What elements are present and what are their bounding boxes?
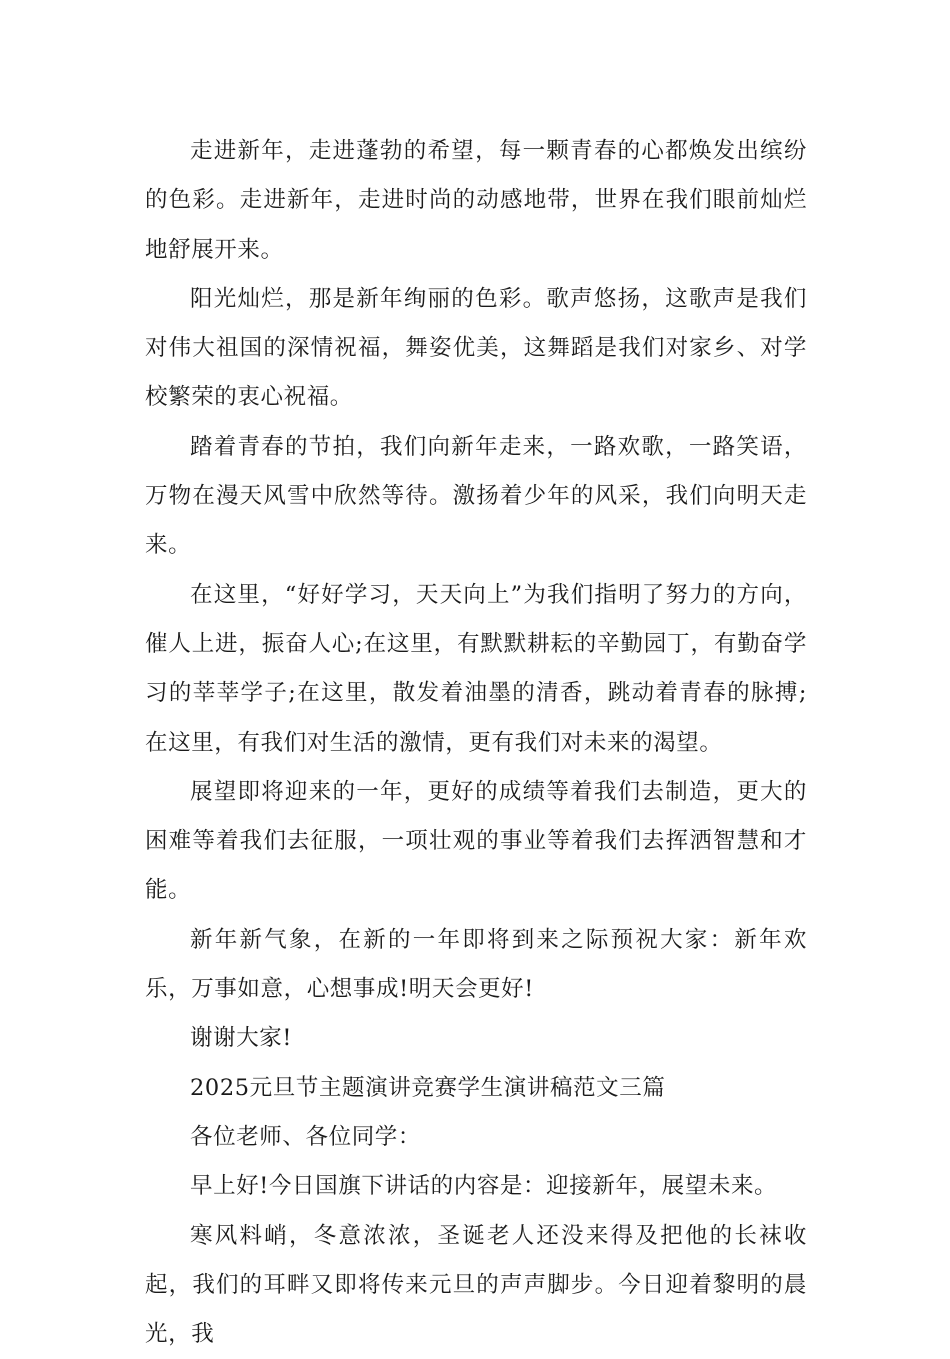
closing-thanks: 谢谢大家! (190, 1025, 293, 1052)
section-title: 2025元旦节主题演讲竞赛学生演讲稿范文三篇 (190, 1074, 666, 1101)
paragraph-3: 踏着青春的节拍，我们向新年走来，一路欢歌，一路笑语，万物在漫天风雪中欣然等待。激扬着少年的风采，我们向明天走来。 (145, 433, 807, 559)
document-body (145, 127, 807, 1359)
paragraph-1: 走进新年，走进蓬勃的希望，每一颗青春的心都焕发出缤纷的色彩。走进新年，走进时尚的动感地带，世界在我们眼前灿烂地舒展开来。 (145, 138, 807, 263)
paragraph-last: 寒风料峭，冬意浓浓，圣诞老人还没来得及把他的长袜收起，我们的耳畔又即将传来元旦的声声脚步。今日迎着黎明的晨光，我 (145, 1222, 807, 1348)
paragraph-4: 在这里，“好好学习，天天向上”为我们指明了努力的方向，催人上进，振奋人心;在这里，有默默耕耘的辛勤园丁，有勤奋学习的莘莘学子;在这里，散发着油墨的清香，跳动着青春的脉搏;在这里，有我们对生活的激情，更有我们对未来的渴望。 (145, 581, 807, 756)
paragraph-6: 新年新气象，在新的一年即将到来之际预祝大家：新年欢乐，万事如意，心想事成!明天会更好! (145, 926, 807, 1003)
paragraph-greeting: 早上好!今日国旗下讲话的内容是：迎接新年，展望未来。 (190, 1173, 778, 1200)
paragraph-5: 展望即将迎来的一年，更好的成绩等着我们去制造，更大的困难等着我们去征服，一项壮观的事业等着我们去挥洒智慧和才能。 (145, 778, 807, 904)
paragraph-2: 阳光灿烂，那是新年绚丽的色彩。歌声悠扬，这歌声是我们对伟大祖国的深情祝福，舞姿优美，这舞蹈是我们对家乡、对学校繁荣的衷心祝福。 (145, 285, 807, 411)
salutation: 各位老师、各位同学： (190, 1123, 422, 1150)
